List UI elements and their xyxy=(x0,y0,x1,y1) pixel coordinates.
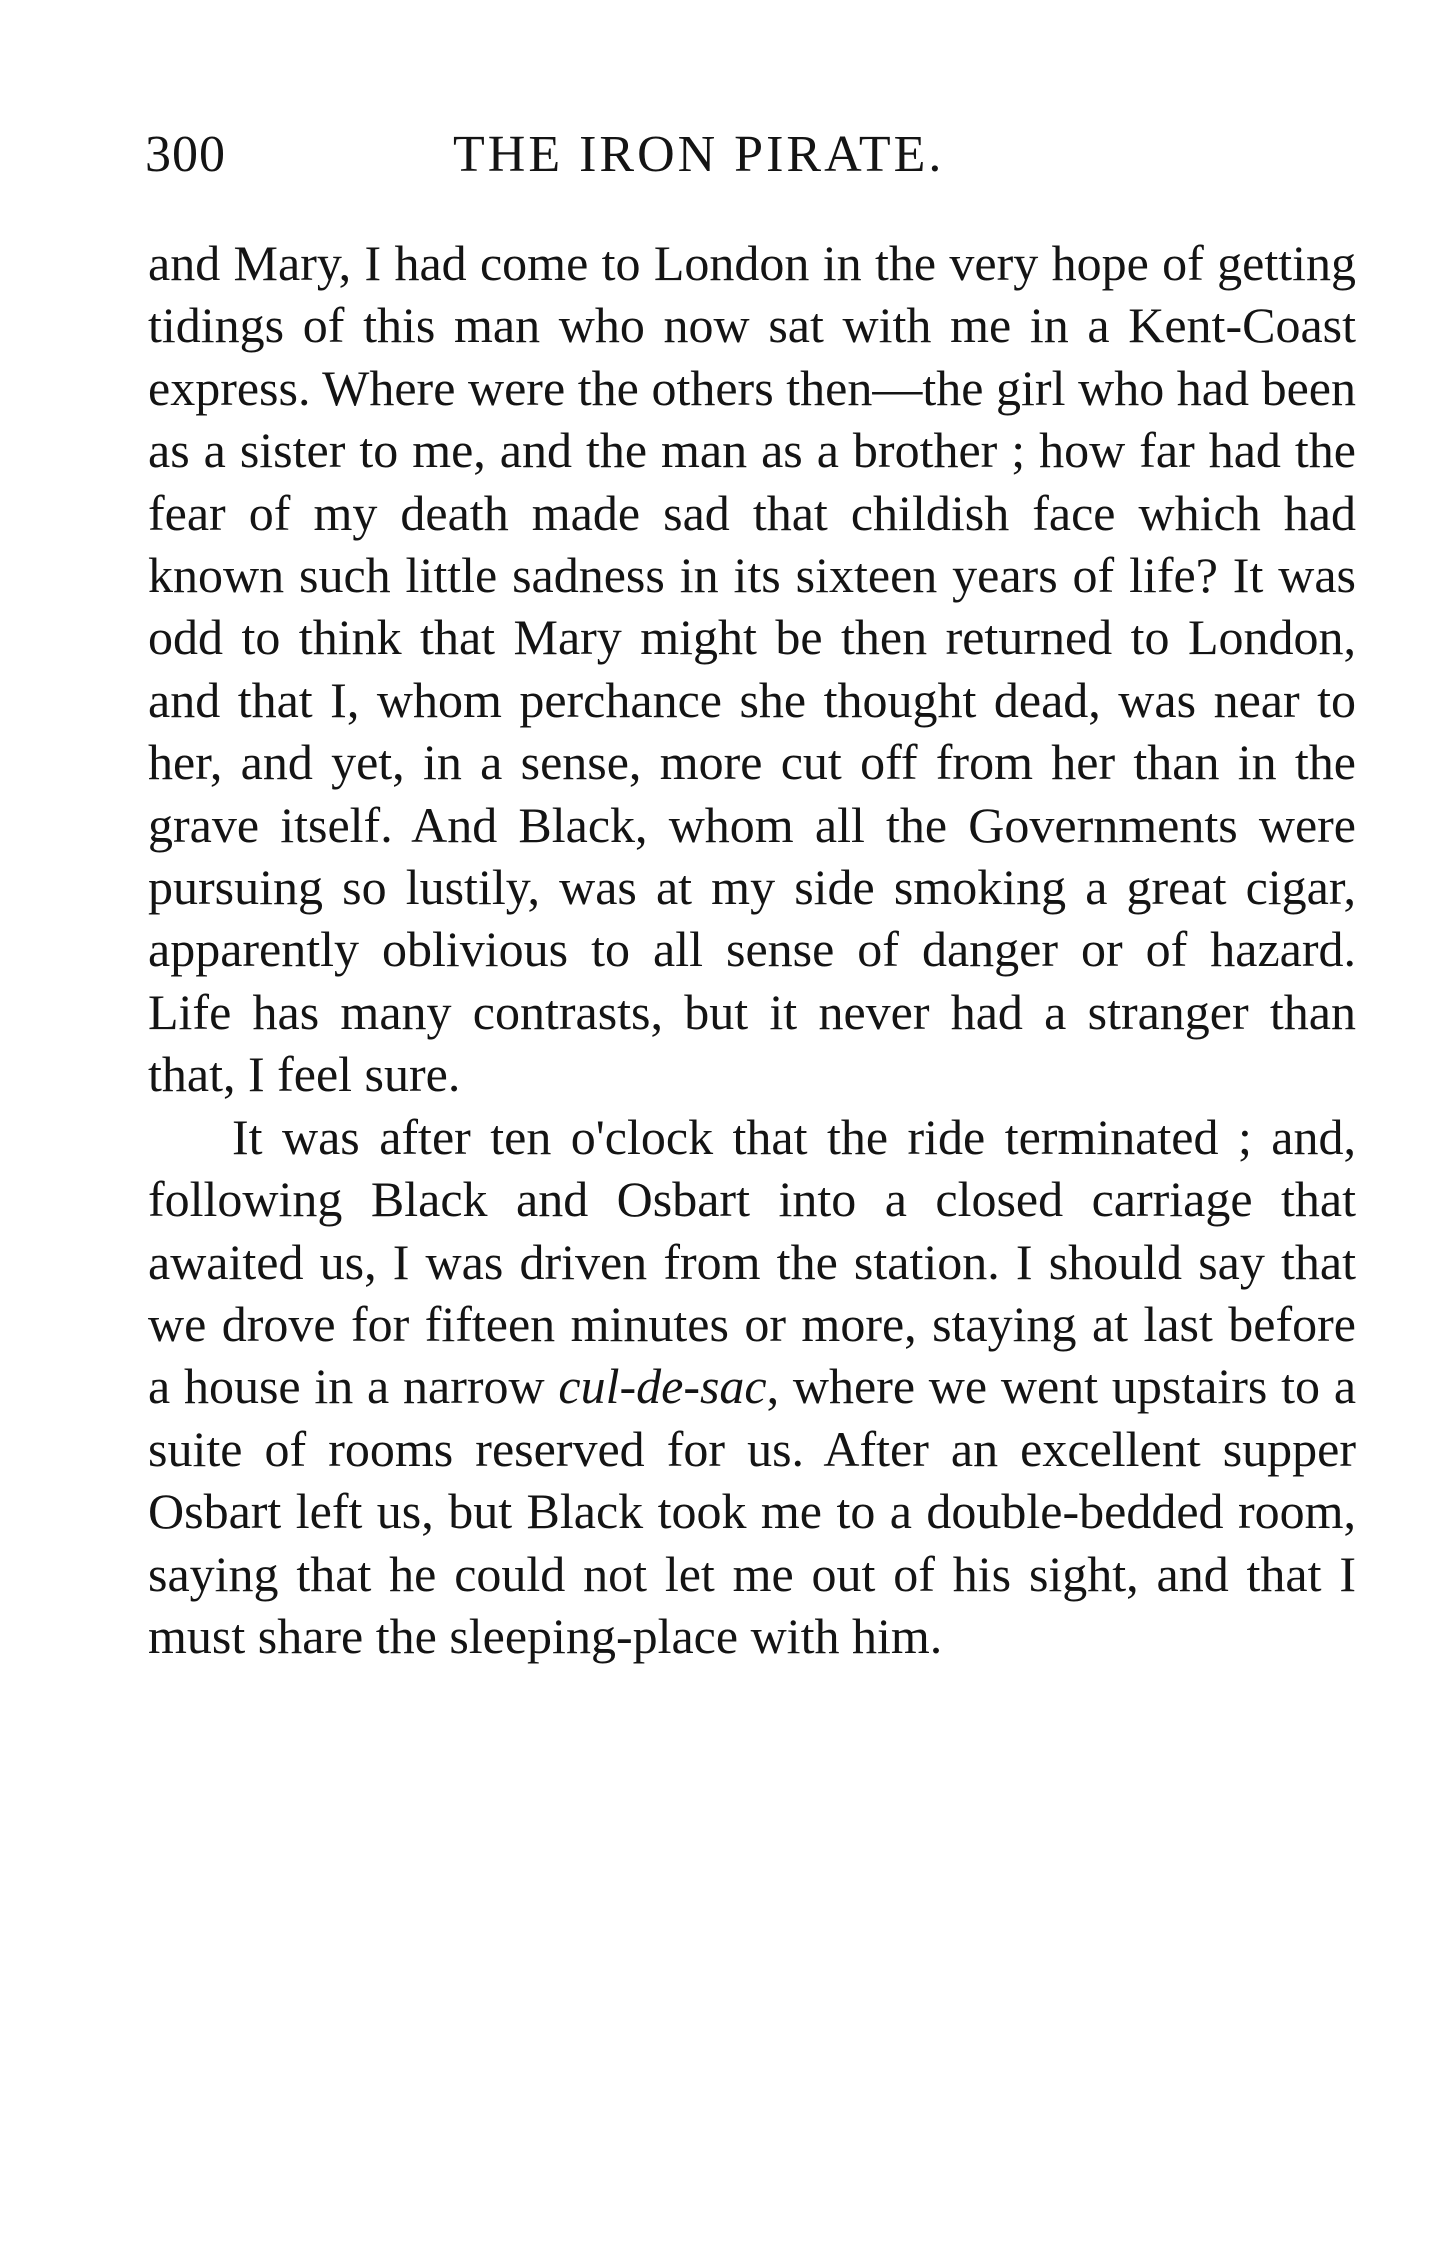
paragraph-2 xyxy=(148,1106,1356,1668)
italic-phrase: cul-de-sac xyxy=(558,1358,767,1415)
paragraph-1: and Mary, I had come to London in the very hope of getting tidings of this man who now sat with me in a Kent-Coast express. Where were the others then—the girl who had been as a sister to me, and the man as a brother ; how far had the fear of my death made sad that childish face which had known such little sadness in its sixteen years of life? It was odd to think that Mary might be then returned to London, and that I, whom perchance she thought dead, was near to her, and yet, in a sense, more cut off from her than in the grave itself. And Black, whom all the Governments were pursuing so lustily, was at my side smoking a great cigar, apparently oblivious to all sense of danger or of hazard. Life has many contrasts, but it never had a stranger than that, I feel sure. xyxy=(148,235,1356,1103)
body-text xyxy=(148,232,1356,1667)
page-header xyxy=(145,125,1355,195)
paragraph-2-text-end: , where we went upstairs to a suite of rooms reserved for us. After an excellent supper Osbart left us, but Black took me to a double-bedded room, saying that he could not let me out of his sight, and that I must share the sleeping-place with him. xyxy=(148,1358,1357,1664)
paragraph-2-text-start: It was after ten o'clock that the ride terminated ; and, following Black and Osbart into a closed carriage that awaited us, I was driven from the station. I should say that we drove for fifteen minutes or more, staying at last before a house in a narrow xyxy=(148,1108,1356,1415)
running-title: THE IRON PIRATE. xyxy=(453,126,945,183)
page-number: 300 xyxy=(145,126,226,183)
